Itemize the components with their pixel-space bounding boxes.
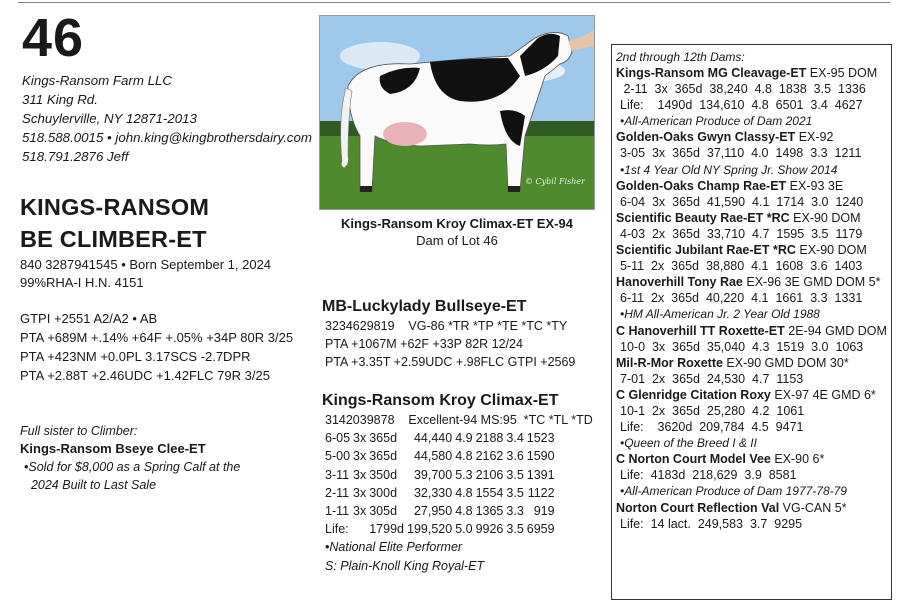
ancestor-dam-record: Life: 4183d 218,629 3.9 8581 [620,468,797,483]
animal-name [20,191,209,255]
record-cell: 1590 [526,449,555,464]
consignor-line: Schuylerville, NY 12871-2013 [22,111,197,126]
dam-records-table [325,429,558,538]
ancestor-dam-heading [616,323,891,339]
ancestor-dam-name: Mil-R-Mor Roxette [616,355,723,370]
sister-label: Full sister to Climber: [20,424,138,438]
animal-name-line: KINGS-RANSOM [20,194,210,220]
info-line: 840 3287941545 • Born September 1, 2024 [20,257,272,272]
ancestor-dam-classification: EX-93 3E [786,178,844,193]
dam-record-row [325,484,558,502]
dams-box-header: 2nd through 12th Dams: [616,50,745,64]
ancestor-dam-record: 6-11 2x 365d 40,220 4.1 1661 3.3 1331 [620,291,863,306]
consignor-line: 518.791.2876 Jeff [22,149,129,164]
record-cell: 44,440 [413,431,453,446]
record-cell: 4.8 [455,449,473,464]
sister-note-line: 2024 Built to Last Sale [24,478,157,492]
record-cell: 39,700 [413,467,453,482]
ancestor-dam-name: Scientific Jubilant Rae-ET *RC [616,243,796,258]
consignor-line: Kings-Ransom Farm LLC [22,73,173,88]
ancestor-dam-note: •All-American Produce of Dam 2021 [620,114,813,129]
consignor-line: 311 King Rd. [22,92,98,107]
pta-line: PTA +689M +.14% +64F +.05% +34P 80R 3/25 [20,330,294,345]
ancestor-dam-heading [616,451,891,467]
record-cell: 27,950 [413,504,453,519]
sire-line: PTA +1067M +62F +33P 82R 12/24 [325,337,523,351]
dam-record-row [325,466,558,484]
sire-line: 3234629819 VG-86 *TR *TP *TE *TC *TY [325,319,568,333]
ancestor-dam-classification: VG-CAN 5* [779,500,847,515]
dam-record-row [325,502,558,520]
ancestor-dam-heading [616,210,891,226]
ancestor-dam-name: Scientific Beauty Rae-ET *RC [616,210,790,225]
ancestry-dams-box [611,44,892,600]
animal-name-line: BE CLIMBER-ET [20,226,207,252]
record-cell: 2106 [475,467,504,482]
record-cell: 919 [533,504,555,519]
record-cell: 9926 [475,522,504,537]
record-cell: Life: [325,522,349,537]
record-cell: 1-11 [325,504,350,519]
record-cell: 365d [369,431,398,446]
record-cell: 3x [353,431,367,446]
full-sister-note [20,422,240,494]
record-cell: 1523 [526,431,555,446]
info-line: 99%RHA-I H.N. 4151 [20,275,144,290]
record-cell: 365d [369,449,398,464]
record-cell: 350d [369,467,398,482]
cow-photo-illustration [320,16,594,209]
record-cell: 1122 [527,485,555,500]
dam-life-row [325,520,558,538]
ancestor-dam-name: Hanoverhill Tony Rae [616,275,743,290]
consignor-line: 518.588.0015 • john.king@kingbrothersdairy.com [22,130,312,145]
ancestor-dam-name: Kings-Ransom MG Cleavage-ET [616,66,807,80]
ancestor-dam-heading [616,242,891,258]
ancestor-dam-classification: EX-90 GMD DOM 30* [722,355,849,370]
record-cell: 5-00 [325,449,351,464]
ancestor-dam-record: 3-05 3x 365d 37,110 4.0 1498 3.3 1211 [620,146,862,161]
ancestor-dam-note: •HM All-American Jr. 2 Year Old 1988 [620,307,820,322]
ancestor-dam-record: 5-11 2x 365d 38,880 4.1 1608 3.6 1403 [620,259,863,274]
record-cell: 3.5 [506,485,524,500]
ancestor-dam-record: Life: 3620d 209,784 4.5 9471 [620,420,804,435]
sire-name: MB-Luckylady Bullseye-ET [322,298,527,315]
record-cell: 32,330 [413,485,453,500]
sire-line: PTA +3.35T +2.59UDC +.98FLC GTPI +2569 [325,355,576,369]
record-cell: 305d [369,504,398,519]
ancestor-dam-record: 7-01 2x 365d 24,530 4.7 1153 [620,371,804,386]
dam-id-line: 3142039878 Excellent-94 MS:95 *TC *TL *TD [325,413,593,427]
ancestor-dam-record: 4-03 2x 365d 33,710 4.7 1595 3.5 1179 [620,226,863,241]
ancestor-dam-record: Life: 1490d 134,610 4.8 6501 3.4 4627 [620,98,863,113]
record-cell: 3.4 [506,431,524,446]
ancestor-dam-name: Norton Court Reflection Val [616,500,780,515]
record-cell: 199,520 [407,522,453,537]
ancestor-dam-note: •All-American Produce of Dam 1977-78-79 [620,484,847,499]
record-cell: 1365 [475,504,504,519]
dam-photo [319,15,595,210]
record-cell: 2-11 [325,485,350,500]
sister-note-line: •Sold for $8,000 as a Spring Calf at the [24,460,241,474]
pta-line: PTA +2.88T +2.46UDC +1.42FLC 79R 3/25 [20,368,270,383]
record-cell: 3x [353,485,367,500]
record-cell: 3.5 [506,522,524,537]
ancestor-dam-classification: EX-95 DOM [806,66,878,80]
ancestor-dam-classification: EX-92 [795,130,834,145]
record-cell: 4.8 [455,504,473,519]
ancestor-dam-classification: EX-90 6* [770,452,825,467]
record-cell: 1391 [526,467,555,482]
record-cell: 3.3 [506,504,524,519]
dam-note: •National Elite Performer [325,540,463,555]
ancestor-dam-record: 6-04 3x 365d 41,590 4.1 1714 3.0 1240 [620,194,864,209]
record-cell: 3x [353,467,367,482]
ancestor-dam-name: C Norton Court Model Vee [616,452,771,467]
caption-subtitle: Dam of Lot 46 [416,233,498,248]
dam-sire-note: S: Plain-Knoll King Royal-ET [325,558,485,573]
record-cell: 2162 [475,449,504,464]
animal-info [20,256,271,292]
dam-record-row [325,447,558,465]
record-cell [353,520,369,538]
record-cell: 5.0 [455,522,473,537]
ancestor-dam-classification: EX-90 DOM [789,210,861,225]
record-cell: 2188 [475,431,504,446]
animal-pta [20,309,293,385]
ancestor-dam-note: •1st 4 Year Old NY Spring Jr. Show 2014 [620,162,838,177]
consignor-contact [22,71,312,166]
lot-number: 46 [22,8,85,68]
ancestor-dam-heading [616,129,891,145]
ancestor-dam-classification: EX-96 3E GMD DOM 5* [742,275,881,290]
pta-line: GTPI +2551 A2/A2 • AB [20,311,158,326]
record-cell: 3x [353,504,367,519]
pta-line: PTA +423NM +0.0PL 3.17SCS -2.7DPR [20,349,251,364]
sister-name: Kings-Ransom Bseye Clee-ET [20,441,206,456]
ancestor-dam-classification: 2E-94 GMD DOM [784,323,887,338]
ancestor-dam-heading [616,65,891,81]
ancestor-dam-heading [616,387,891,403]
dam-name: Kings-Ransom Kroy Climax-ET [322,392,559,409]
record-cell: 1554 [475,485,504,500]
ancestor-dam-record: 10-1 2x 365d 25,280 4.2 1061 [620,403,805,418]
record-cell: 300d [369,485,398,500]
record-cell: 3-11 [325,467,350,482]
record-cell: 3.6 [506,449,524,464]
ancestor-dam-heading [616,355,891,371]
ancestor-dam-note: •Queen of the Breed I & II [620,436,757,451]
ancestor-dam-classification: EX-90 DOM [795,243,867,258]
record-cell: 6-05 [325,431,351,446]
ancestor-dam-record: 10-0 3x 365d 35,040 4.3 1519 3.0 1063 [620,339,864,354]
caption-title: Kings-Ransom Kroy Climax-ET EX-94 [341,216,573,231]
record-cell: 4.9 [455,431,473,446]
record-cell: 3x [353,449,367,464]
sire-section [322,296,575,371]
record-cell: 6959 [526,522,555,537]
record-cell: 4.8 [455,485,473,500]
ancestor-dam-heading [616,274,891,290]
record-cell: 44,580 [413,449,453,464]
ancestor-dam-name: C Glenridge Citation Roxy [616,387,771,402]
dam-record-row [325,429,558,447]
record-cell: 5.3 [455,467,473,482]
top-rule [18,2,890,3]
ancestor-dam-name: Golden-Oaks Gwyn Classy-ET [616,130,796,145]
record-cell: 3.5 [506,467,524,482]
ancestor-dam-heading [616,178,891,194]
ancestor-dam-name: Golden-Oaks Champ Rae-ET [616,178,787,193]
ancestor-dam-classification: EX-97 4E GMD 6* [770,387,876,402]
ancestor-dam-name: C Hanoverhill TT Roxette-ET [616,323,785,338]
dam-section [322,390,593,575]
photo-caption [319,215,595,249]
ancestor-dam-record: 2-11 3x 365d 38,240 4.8 1838 3.5 1336 [620,82,866,97]
photo-watermark: © Cybil Fisher [525,177,585,186]
ancestor-dam-heading [616,500,891,516]
ancestor-dam-record: Life: 14 lact. 249,583 3.7 9295 [620,516,803,531]
record-cell: 1799d [369,522,404,537]
